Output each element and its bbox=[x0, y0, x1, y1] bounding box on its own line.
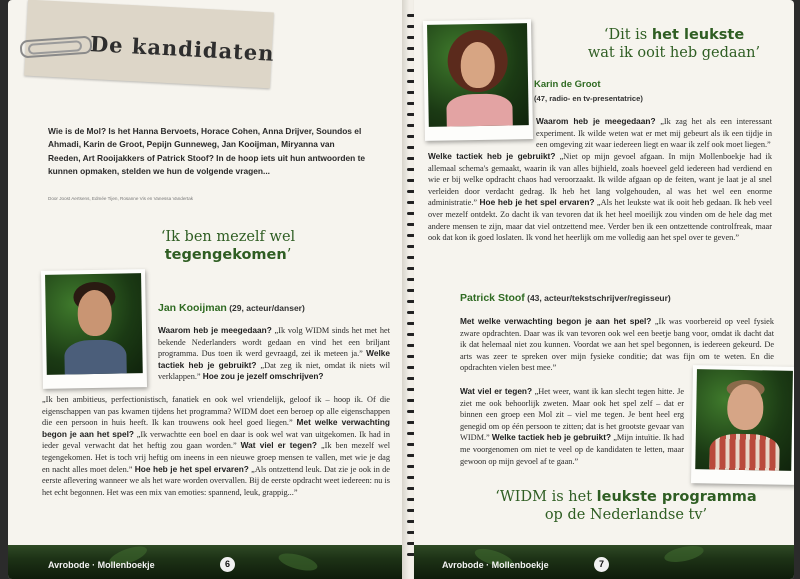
name: Patrick Stoof bbox=[460, 292, 525, 304]
page-number: 6 bbox=[220, 557, 235, 572]
photo-patrick-stoof bbox=[691, 365, 794, 485]
quote-end: ’ bbox=[286, 247, 292, 263]
name: Jan Kooijman bbox=[158, 302, 227, 314]
meta: (29, acteur/danser) bbox=[226, 303, 305, 313]
footer-label: Avrobode · Mollenboekje bbox=[442, 560, 549, 570]
question: Waarom heb je meegedaan? bbox=[536, 116, 656, 126]
face bbox=[460, 42, 495, 89]
pull-quote-jan bbox=[118, 228, 338, 264]
candidate-name-karin: Karin de Groot bbox=[534, 79, 601, 90]
quote-text: ‘Ik ben mezelf wel bbox=[160, 229, 296, 245]
credits: Door Joost Aertsens, Edmée Tijen, Rosanne Vis en Vanessa Vandertak bbox=[48, 196, 194, 201]
leaf-decoration bbox=[277, 550, 319, 574]
photo-karin-de-groot bbox=[423, 19, 533, 141]
answer: „Als ontzettend leuk. Dat zie je ook in de eerste aflevering wanneer we als het ware worden overvallen. Bij de eerste opdracht weet iedereen: nu is het echt begonnen. Het was een mix van emoties: spannend, leuk, grappig...” bbox=[42, 464, 390, 497]
quote-text: ‘Dit is bbox=[603, 27, 652, 43]
footer-label: Avrobode · Mollenboekje bbox=[48, 560, 155, 570]
answer: „Niet op mijn gevoel afgaan. In mijn Mollenboekje had ik allemaal schema's gemaakt, waarin ik van alles bijhield, zoals hoeveel geld iedereen had verdiend en wie er bij welke opdracht chaos had veroorzaakt. Ik wilde afgaan op de feiten, want je laat je al snel verleiden door verdacht gedrag. Ik heb het lang volgehouden, al was het wel een enorme administratie.” bbox=[428, 152, 772, 208]
quote-bold: het leukste bbox=[651, 27, 745, 43]
shirt bbox=[64, 339, 127, 374]
meta: (43, acteur/tekstschrijver/regisseur) bbox=[524, 293, 671, 303]
question: Wat viel er tegen? bbox=[240, 440, 317, 451]
answer: „Ik volg WIDM sinds het met het bekende Nederlanders wordt gedaan en vind het een briljant programma. Dus toen ik werd gevraagd, zei ik meteen ja.” bbox=[158, 326, 391, 359]
question: Welke tactiek heb je gebruikt? bbox=[491, 432, 612, 443]
photo-jan-kooijman bbox=[41, 269, 147, 389]
answer: „Ik ben mezelf wel tegengekomen. Het is toch vrij heftig om ineens in een nieuwe groep mensen te vallen, met wie je dag en nacht alles moet delen.” bbox=[42, 441, 391, 474]
pull-quote-karin bbox=[554, 26, 794, 62]
page-number: 7 bbox=[594, 557, 609, 572]
question: Met welke verwachting begon je aan het spel? bbox=[460, 316, 652, 326]
left-page bbox=[8, 0, 408, 579]
answer: „Ik ben ambitieus, perfectionistisch, fanatiek en ook wel vriendelijk, geloof ik – hoop ik. Of die eigenschappen van pas kwamen tijdens het programma? WIDM doet een beroep op alle eigenschappen die een persoon in huis heeft. Ik kan trouwens ook heel goed liegen.” bbox=[42, 395, 390, 428]
quote-text: wat ik ooit heb gedaan’ bbox=[587, 45, 761, 61]
intro-text: Wie is de Mol? Is het Hanna Bervoets, Horace Cohen, Anna Drijver, Soundos el Ahmadi, Karin de Groot, Pepijn Gunneweg, Jan Kooijman, Miryanna van Reeden, Art Rooijakkers of Patrick Stoof? In de hoop iets uit hun antwoorden te kunnen opmaken, stelden we hun de volgende vragen... bbox=[48, 126, 366, 176]
answer: „Dat zeg ik niet, omdat ik niets wil verklappen.” bbox=[158, 360, 391, 382]
answers-karin-bottom bbox=[428, 151, 772, 244]
quote-text: op de Nederlandse tv’ bbox=[544, 507, 708, 523]
answers-top bbox=[158, 325, 390, 383]
photo-image bbox=[695, 369, 793, 471]
question: Welke tactiek heb je gebruikt? bbox=[158, 348, 391, 370]
answer: „Ik zag het als een interessant experiment. Ik wilde weten wat er met mij gebeurt als ik een tijdje in een omgeving zit waar iedereen liegt en waar ik zelf ook moet liegen.” bbox=[536, 117, 773, 150]
quote-text: ‘WIDM is het bbox=[495, 489, 597, 505]
photo-image bbox=[45, 273, 143, 375]
candidate-name-patrick bbox=[460, 292, 671, 304]
quote-bold: leukste programma bbox=[596, 489, 757, 505]
photo-image bbox=[427, 23, 529, 127]
question: Met welke verwachting begon je aan het spel? bbox=[42, 417, 390, 439]
answers-karin-top bbox=[536, 116, 772, 151]
candidate-meta-karin: (47, radio- en tv-presentatrice) bbox=[534, 94, 643, 103]
question: Hoe heb je het spel ervaren? bbox=[134, 463, 249, 474]
leaf-decoration bbox=[663, 543, 705, 565]
shirt bbox=[446, 93, 513, 126]
section-title: De kandidaten bbox=[89, 31, 276, 66]
question: Wat viel er tegen? bbox=[460, 386, 533, 396]
quote-bold: tegengekomen bbox=[164, 247, 287, 263]
question: Hoe zou je jezelf omschrijven? bbox=[202, 371, 324, 382]
answers-bottom bbox=[42, 394, 390, 498]
answer: „Ik was voorbereid op veel fysiek zware opdrachten. Daar was ik van tevoren ook wel een beetje bang voor, omdat ik dacht dat ik dat helemaal niet zou kunnen. Voordat we aan het spel begonnen, is iedereen gekeurd. De arts was zeer te spreken over mijn fysieke conditie; dat was fijn om te weten. En die opdrachten vielen best mee.” bbox=[460, 317, 774, 373]
pull-quote-patrick bbox=[466, 488, 786, 524]
face bbox=[727, 384, 764, 431]
question: Welke tactiek heb je gebruikt? bbox=[428, 151, 556, 161]
question: Hoe heb je het spel ervaren? bbox=[479, 197, 595, 208]
answer: „Mijn intuïtie. Ik had me voorgenomen om niet te veel op de kandidaten te letten, maar gewoon op mijn gevoel af te gaan.” bbox=[460, 433, 684, 466]
right-page bbox=[414, 0, 794, 579]
shirt bbox=[709, 433, 780, 470]
answer: „Als het leukste wat ik ooit heb gedaan. Ik heb veel over mezelf ontdekt. Zo dacht ik van tevoren dat ik het heel moeilijk zou vinden om de hele dag met andere mensen te zijn, maar dat viel ontzettend mee. Verder ben ik een ontzettende controlfreak, maar ook dat kon ik goed loslaten. Ik vond het heerlijk om me volledig aan het spel over te geven.” bbox=[428, 198, 773, 243]
answer: „Ik verwachtte een boel en daar is ook wel wat van uitgekomen. Ik had in ieder geval verwacht dat het heftig zou gaan worden.” bbox=[42, 429, 390, 451]
answer: „Het weer, want ik kan slecht tegen hitte. Je ziet me ook behoorlijk zweten. Maar ook het spel zelf – dat er binnen een groep een Mol zit – viel me tegen. Je bent heel erg genegid om op één persoon te zitten; dat is het grootste gevaar van WIDM.” bbox=[460, 387, 684, 443]
answers-patrick-bottom bbox=[460, 386, 684, 467]
candidate-name-jan bbox=[158, 302, 305, 314]
face bbox=[77, 290, 112, 337]
question: Waarom heb je meegedaan? bbox=[158, 325, 272, 335]
